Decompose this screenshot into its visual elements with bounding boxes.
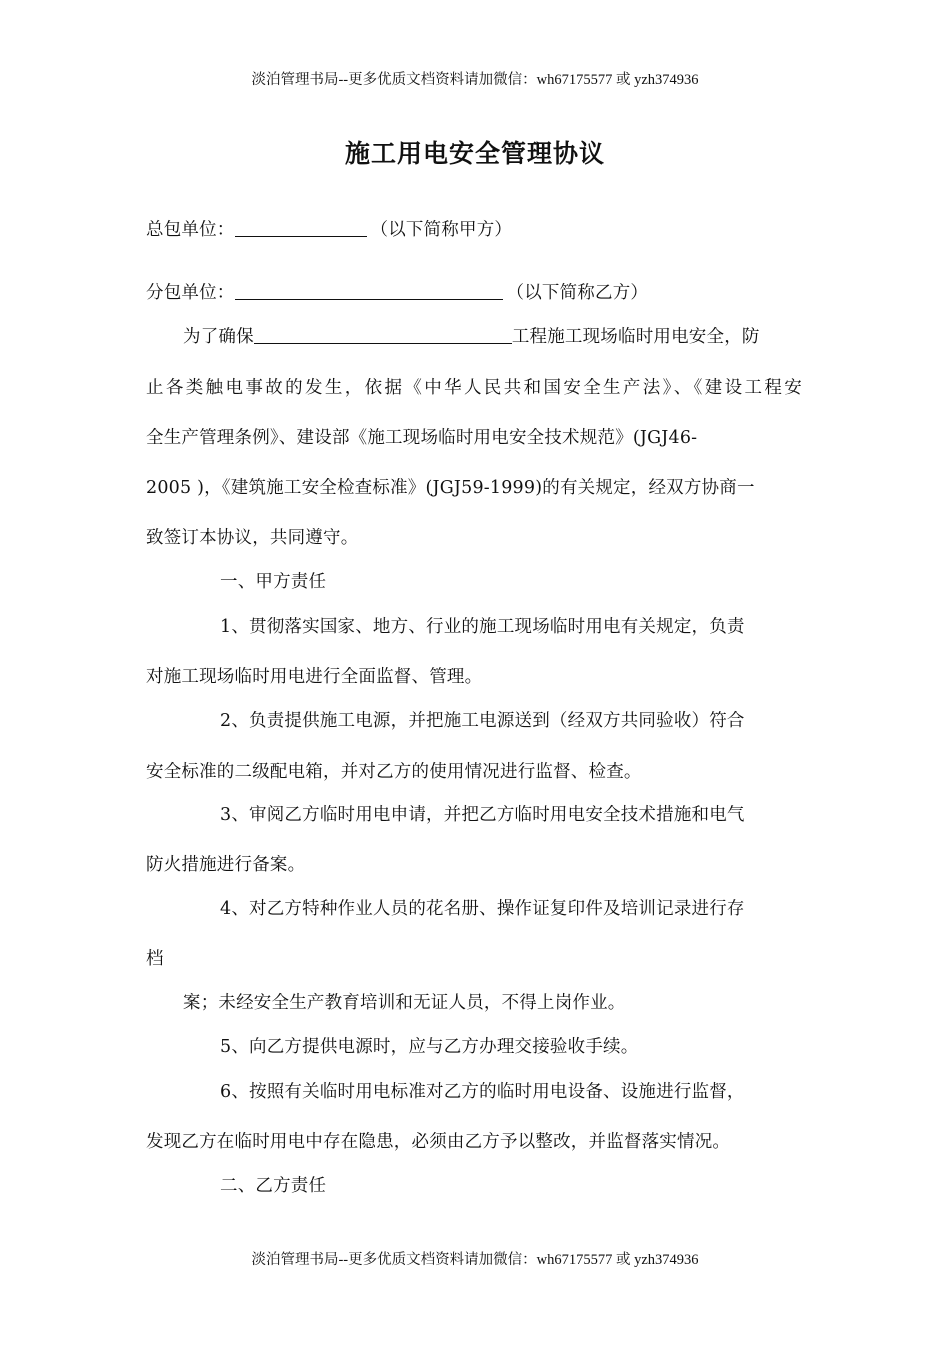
subcontractor-blank[interactable] [235, 281, 503, 300]
general-contractor-blank[interactable] [235, 218, 367, 237]
project-name-blank[interactable] [254, 325, 512, 344]
intro-line-2: 止各类触电事故的发生，依据《中华人民共和国安全生产法》、《建设工程安 [146, 378, 802, 398]
intro-line-4: 2005 )，《建筑施工安全检查标准》(JGJ59-1999)的有关规定，经双方协商一 [146, 478, 755, 498]
intro-line-1 [183, 323, 760, 348]
subcontractor-label: 分包单位： [146, 283, 235, 303]
general-contractor-suffix: （以下简称甲方） [370, 220, 513, 240]
subcontractor-suffix: （以下简称乙方） [506, 283, 649, 303]
item6-line-2: 发现乙方在临时用电中存在隐患，必须由乙方予以整改，并监督落实情况。 [146, 1132, 731, 1152]
item2-line-2: 安全标准的二级配电箱，并对乙方的使用情况进行监督、检查。 [146, 762, 642, 782]
item4-line-1: 4、对乙方特种作业人员的花名册、操作证复印件及培训记录进行存 [220, 899, 745, 919]
intro-line-3: 全生产管理条例》、建设部《施工现场临时用电安全技术规范》(JGJ46- [146, 428, 698, 448]
item6-line-1: 6、按照有关临时用电标准对乙方的临时用电设备、设施进行监督， [220, 1082, 745, 1102]
intro-prefix: 为了确保 [183, 327, 254, 347]
item5-line: 5、向乙方提供电源时，应与乙方办理交接验收手续。 [220, 1037, 639, 1057]
section2-heading: 二、乙方责任 [220, 1176, 327, 1196]
general-contractor-line [146, 216, 512, 241]
subcontractor-line [146, 279, 648, 304]
item4-line-2: 档 [146, 949, 164, 969]
page-footer: 淡泊管理书局--更多优质文档资料请加微信：wh67175577 或 yzh374936 [251, 1252, 699, 1268]
item3-line-1: 3、审阅乙方临时用电申请，并把乙方临时用电安全技术措施和电气 [220, 805, 745, 825]
intro-line-5: 致签订本协议，共同遵守。 [146, 528, 359, 548]
item1-line-2: 对施工现场临时用电进行全面监督、管理。 [146, 667, 483, 687]
section1-heading: 一、甲方责任 [220, 572, 327, 592]
item3-line-2: 防火措施进行备案。 [146, 855, 306, 875]
item1-line-1: 1、贯彻落实国家、地方、行业的施工现场临时用电有关规定，负责 [220, 617, 745, 637]
page-header: 淡泊管理书局--更多优质文档资料请加微信：wh67175577 或 yzh374936 [251, 72, 699, 88]
general-contractor-label: 总包单位： [146, 220, 235, 240]
document-title: 施工用电安全管理协议 [344, 139, 605, 168]
item4-line-3: 案；未经安全生产教育培训和无证人员，不得上岗作业。 [183, 993, 626, 1013]
intro-suffix: 工程施工现场临时用电安全，防 [511, 327, 760, 347]
item2-line-1: 2、负责提供施工电源，并把施工电源送到（经双方共同验收）符合 [220, 711, 745, 731]
